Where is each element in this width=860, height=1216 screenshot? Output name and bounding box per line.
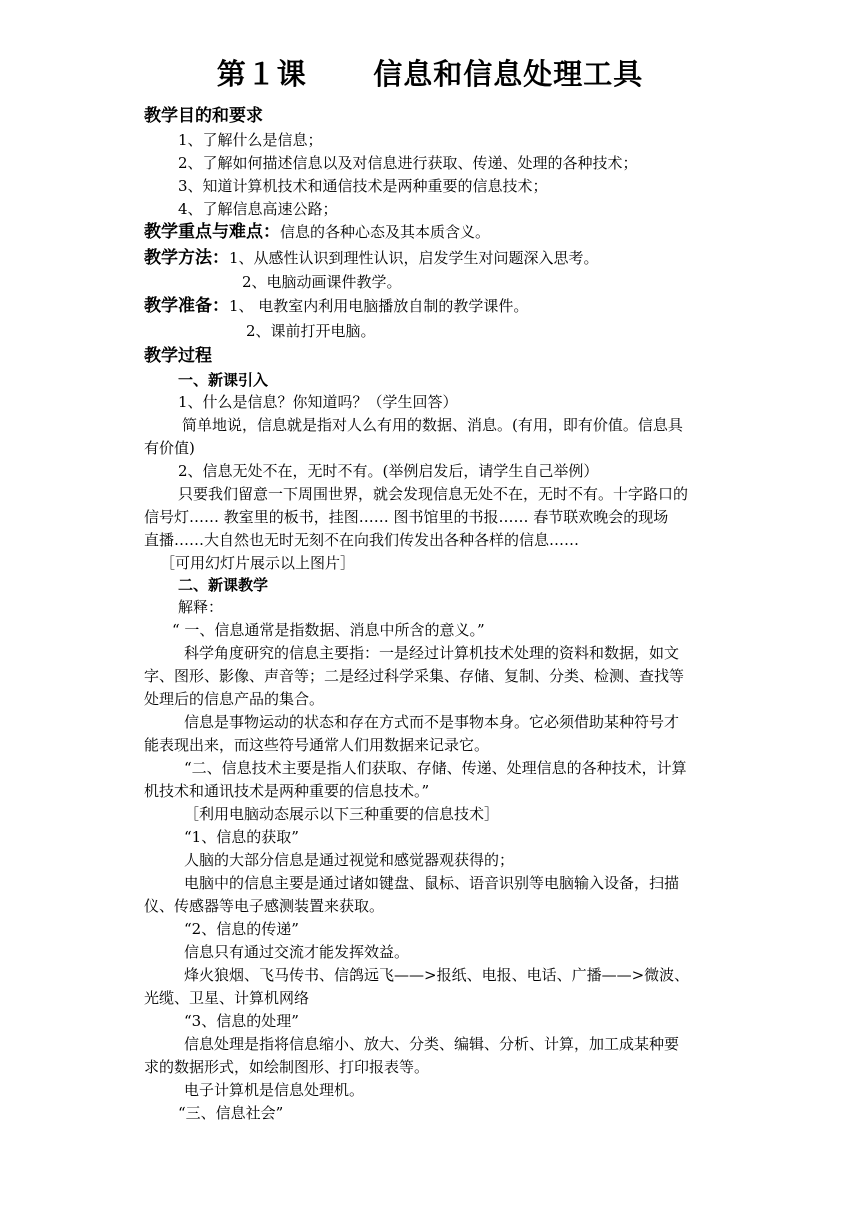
- teach-line: 人脑的大部分信息是通过视觉和感觉器观获得的；: [184, 851, 515, 869]
- teach-line: “2、信息的传递”: [184, 920, 299, 938]
- teach-line: 机技术和通讯技术是两种重要的信息技术。”: [144, 782, 430, 800]
- intro-line: 有价值): [144, 439, 195, 457]
- keypoints-line: [144, 221, 490, 243]
- teach-line: 字、图形、影像、声音等；二是经过科学采集、存储、复制、分类、检测、查找等: [144, 667, 685, 685]
- teach-line: “1、信息的获取”: [184, 828, 299, 846]
- intro-line: 简单地说，信息就是指对人么有用的数据、消息。(有用，即有价值。信息具: [182, 416, 683, 434]
- goal-item: 1、了解什么是信息；: [178, 131, 323, 149]
- teach-line: 求的数据形式，如绘制图形、打印报表等。: [144, 1058, 430, 1076]
- teach-line: 信息只有通过交流才能发挥效益。: [184, 943, 410, 961]
- teach-line: 电脑中的信息主要是通过诸如键盘、鼠标、语音识别等电脑输入设备，扫描: [184, 874, 680, 892]
- prep-item: 2、课前打开电脑。: [246, 322, 376, 340]
- keypoints-text: 信息的各种心态及其本质含义。: [280, 223, 491, 241]
- method-item: 2、电脑动画课件教学。: [242, 273, 402, 291]
- goal-item: 2、了解如何描述信息以及对信息进行获取、传递、处理的各种技术；: [178, 154, 638, 172]
- teach-line: 电子计算机是信息处理机。: [184, 1081, 365, 1099]
- teach-line: 仪、传感器等电子感测装置来获取。: [144, 897, 385, 915]
- teach-line: “3、信息的处理”: [184, 1012, 299, 1030]
- teach-line: 烽火狼烟、飞马传书、信鸽远飞——>报纸、电报、电话、广播——>微波、: [184, 966, 690, 984]
- goal-item: 4、了解信息高速公路；: [178, 200, 338, 218]
- teach-line: 处理后的信息产品的集合。: [144, 690, 325, 708]
- teach-line: 信息处理是指将信息缩小、放大、分类、编辑、分析、计算，加工成某种要: [184, 1035, 680, 1053]
- teach-heading: 二、新课教学: [178, 576, 269, 594]
- intro-line: 信号灯…… 教室里的板书，挂图…… 图书馆里的书报…… 春节联欢晚会的现场: [144, 508, 669, 526]
- teach-line: 信息是事物运动的状态和存在方式而不是事物本身。它必须借助某种符号才: [184, 713, 680, 731]
- prep-heading: 教学准备：: [144, 296, 229, 316]
- goals-heading: 教学目的和要求: [144, 106, 263, 126]
- teach-line: 光缆、卫星、计算机网络: [144, 989, 310, 1007]
- method-item: 1、从感性认识到理性认识，启发学生对问题深入思考。: [229, 249, 599, 267]
- prep-item: 1、 电教室内利用电脑播放自制的教学课件。: [229, 297, 529, 315]
- teach-line: “二、信息技术主要是指人们获取、存储、传递、处理信息的各种技术，计算: [184, 759, 687, 777]
- intro-line: 直播……大自然也无时无刻不在向我们传发出各种各样的信息……: [144, 531, 580, 549]
- teach-line: 解释：: [178, 598, 224, 616]
- teach-line: “ 一、信息通常是指数据、消息中所含的意义。”: [172, 621, 485, 639]
- keypoints-heading: 教学重点与难点：: [144, 222, 280, 242]
- intro-heading: 一、新课引入: [178, 371, 269, 389]
- teach-line: “三、信息社会”: [178, 1104, 284, 1122]
- teach-line: 能表现出来，而这些符号通常人们用数据来记录它。: [144, 736, 490, 754]
- intro-line: 2、信息无处不在，无时不有。(举例启发后，请学生自己举例）: [178, 462, 599, 480]
- intro-line: ［可用幻灯片展示以上图片］: [160, 554, 356, 572]
- teach-line: ［利用电脑动态展示以下三种重要的信息技术］: [184, 805, 500, 823]
- lesson-title: 第１课 信息和信息处理工具: [216, 57, 644, 91]
- methods-heading: 教学方法：: [144, 248, 229, 268]
- teach-line: 科学角度研究的信息主要指：一是经过计算机技术处理的资料和数据，如文: [184, 644, 680, 662]
- intro-line: 只要我们留意一下周围世界，就会发现信息无处不在，无时不有。十字路口的: [178, 485, 689, 503]
- methods-line: [144, 247, 599, 269]
- process-heading: 教学过程: [144, 346, 212, 366]
- prep-line: [144, 295, 528, 317]
- goal-item: 3、知道计算机技术和通信技术是两种重要的信息技术；: [178, 177, 548, 195]
- intro-line: 1、什么是信息？你知道吗？（学生回答）: [178, 393, 458, 411]
